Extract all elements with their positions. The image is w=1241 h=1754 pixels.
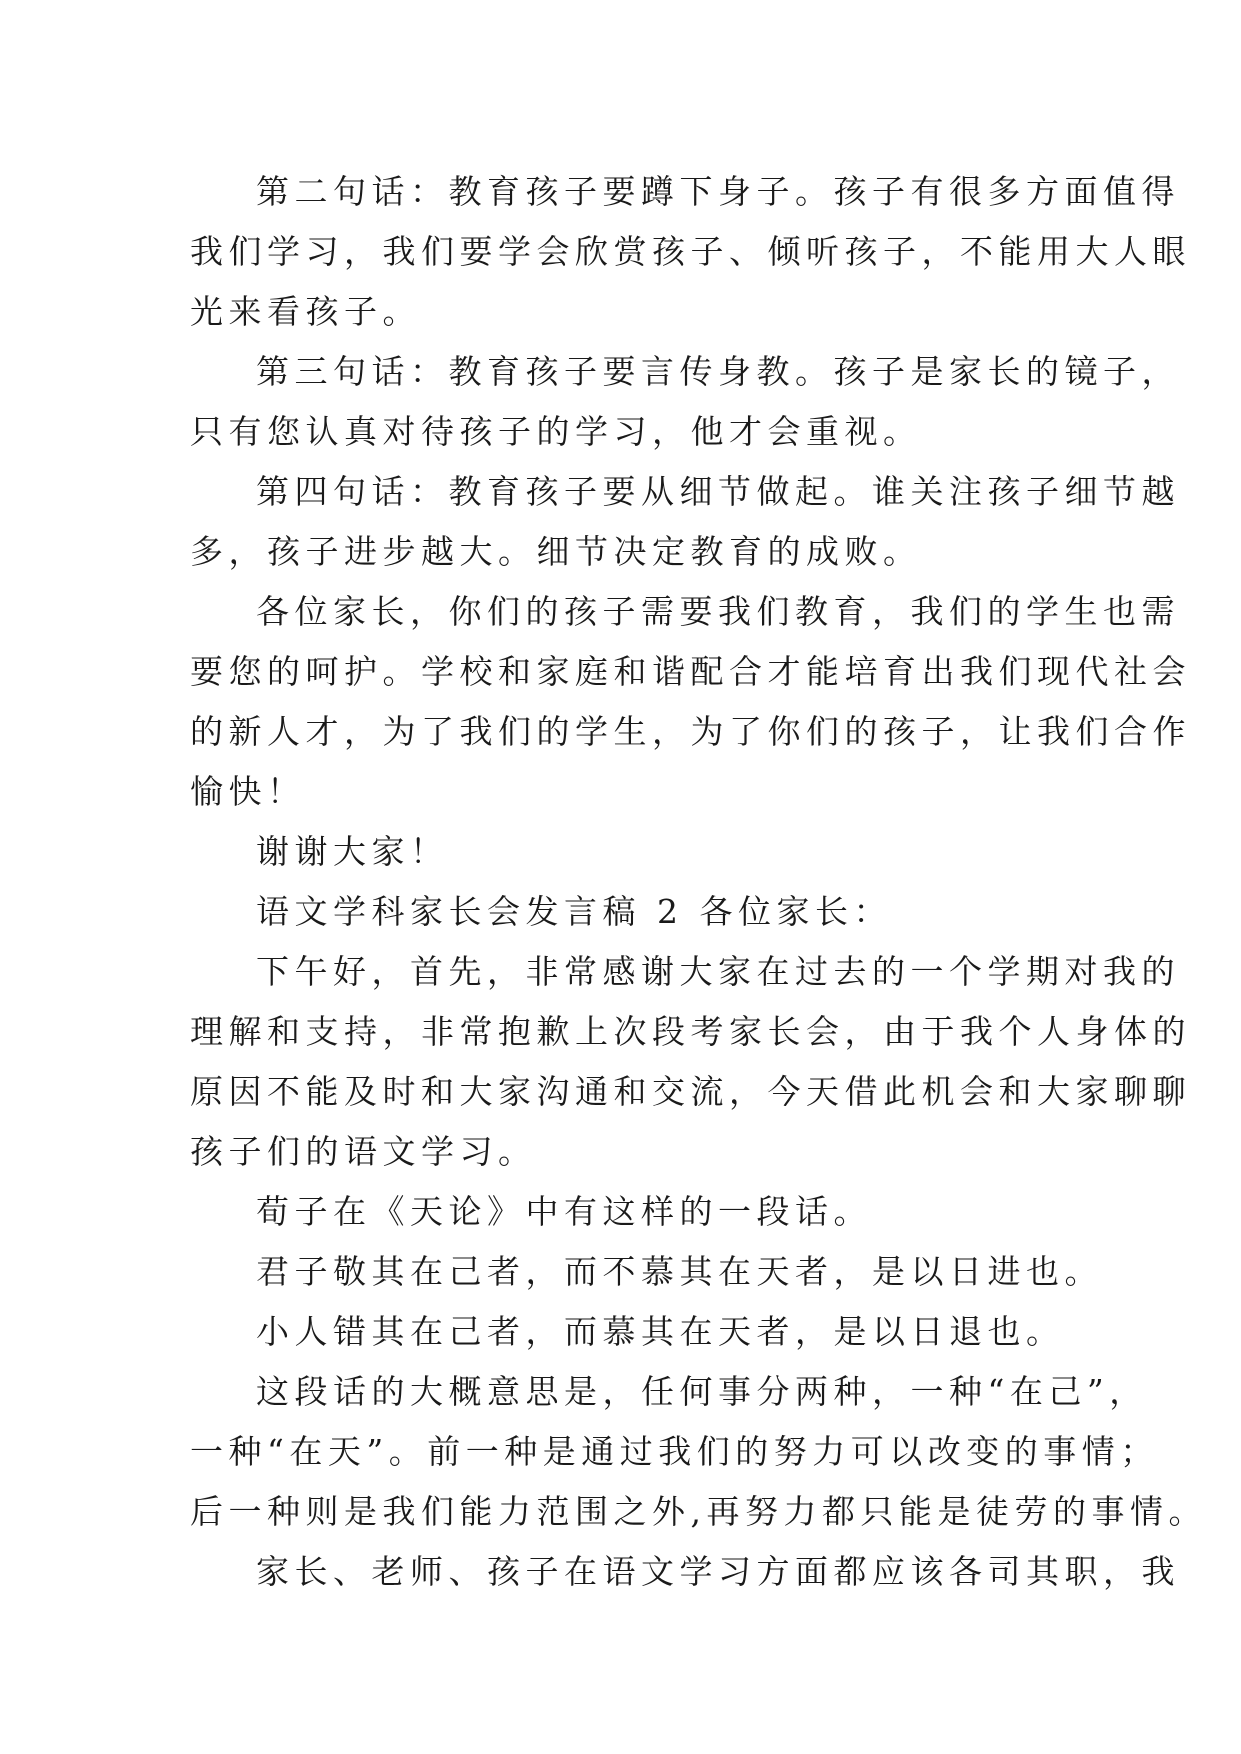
text-line: 语文学科家长会发言稿 2 各位家长： [256,892,892,931]
text-line: 第四句话：教育孩子要从细节做起。谁关注孩子细节越 [256,472,1180,511]
text-line: 理解和支持，非常抱歉上次段考家长会，由于我个人身体的 [190,1012,1191,1051]
text-line: 荀子在《天论》中有这样的一段话。 [256,1192,872,1231]
text-line: 下午好，首先，非常感谢大家在过去的一个学期对我的 [256,952,1180,991]
text-line: 第二句话：教育孩子要蹲下身子。孩子有很多方面值得 [256,172,1180,211]
text-line: 我们学习，我们要学会欣赏孩子、倾听孩子，不能用大人眼 [190,232,1191,271]
text-line: 只有您认真对待孩子的学习，他才会重视。 [190,412,922,451]
text-line: 孩子们的语文学习。 [190,1132,537,1171]
text-line: 君子敬其在己者，而不慕其在天者，是以日进也。 [256,1252,1103,1291]
text-line: 各位家长，你们的孩子需要我们教育，我们的学生也需 [256,592,1180,631]
text-line: 小人错其在己者，而慕其在天者，是以日退也。 [256,1312,1065,1351]
text-line: 第三句话：教育孩子要言传身教。孩子是家长的镜子， [256,352,1180,391]
text-line: 家长、老师、孩子在语文学习方面都应该各司其职，我 [256,1552,1180,1591]
text-line: 这段话的大概意思是，任何事分两种，一种“在己”， [256,1372,1148,1411]
text-line: 要您的呵护。学校和家庭和谐配合才能培育出我们现代社会 [190,652,1191,691]
text-line: 谢谢大家！ [256,832,449,871]
text-line: 多，孩子进步越大。细节决定教育的成败。 [190,532,922,571]
text-line: 愉快！ [190,772,306,811]
text-line: 后一种则是我们能力范围之外,再努力都只能是徒劳的事情。 [190,1492,1207,1531]
text-line: 原因不能及时和大家沟通和交流，今天借此机会和大家聊聊 [190,1072,1191,1111]
text-line: 一种“在天”。前一种是通过我们的努力可以改变的事情； [190,1432,1159,1471]
text-line: 的新人才，为了我们的学生，为了你们的孩子，让我们合作 [190,712,1191,751]
text-line: 光来看孩子。 [190,292,421,331]
document-body [190,162,1207,1602]
